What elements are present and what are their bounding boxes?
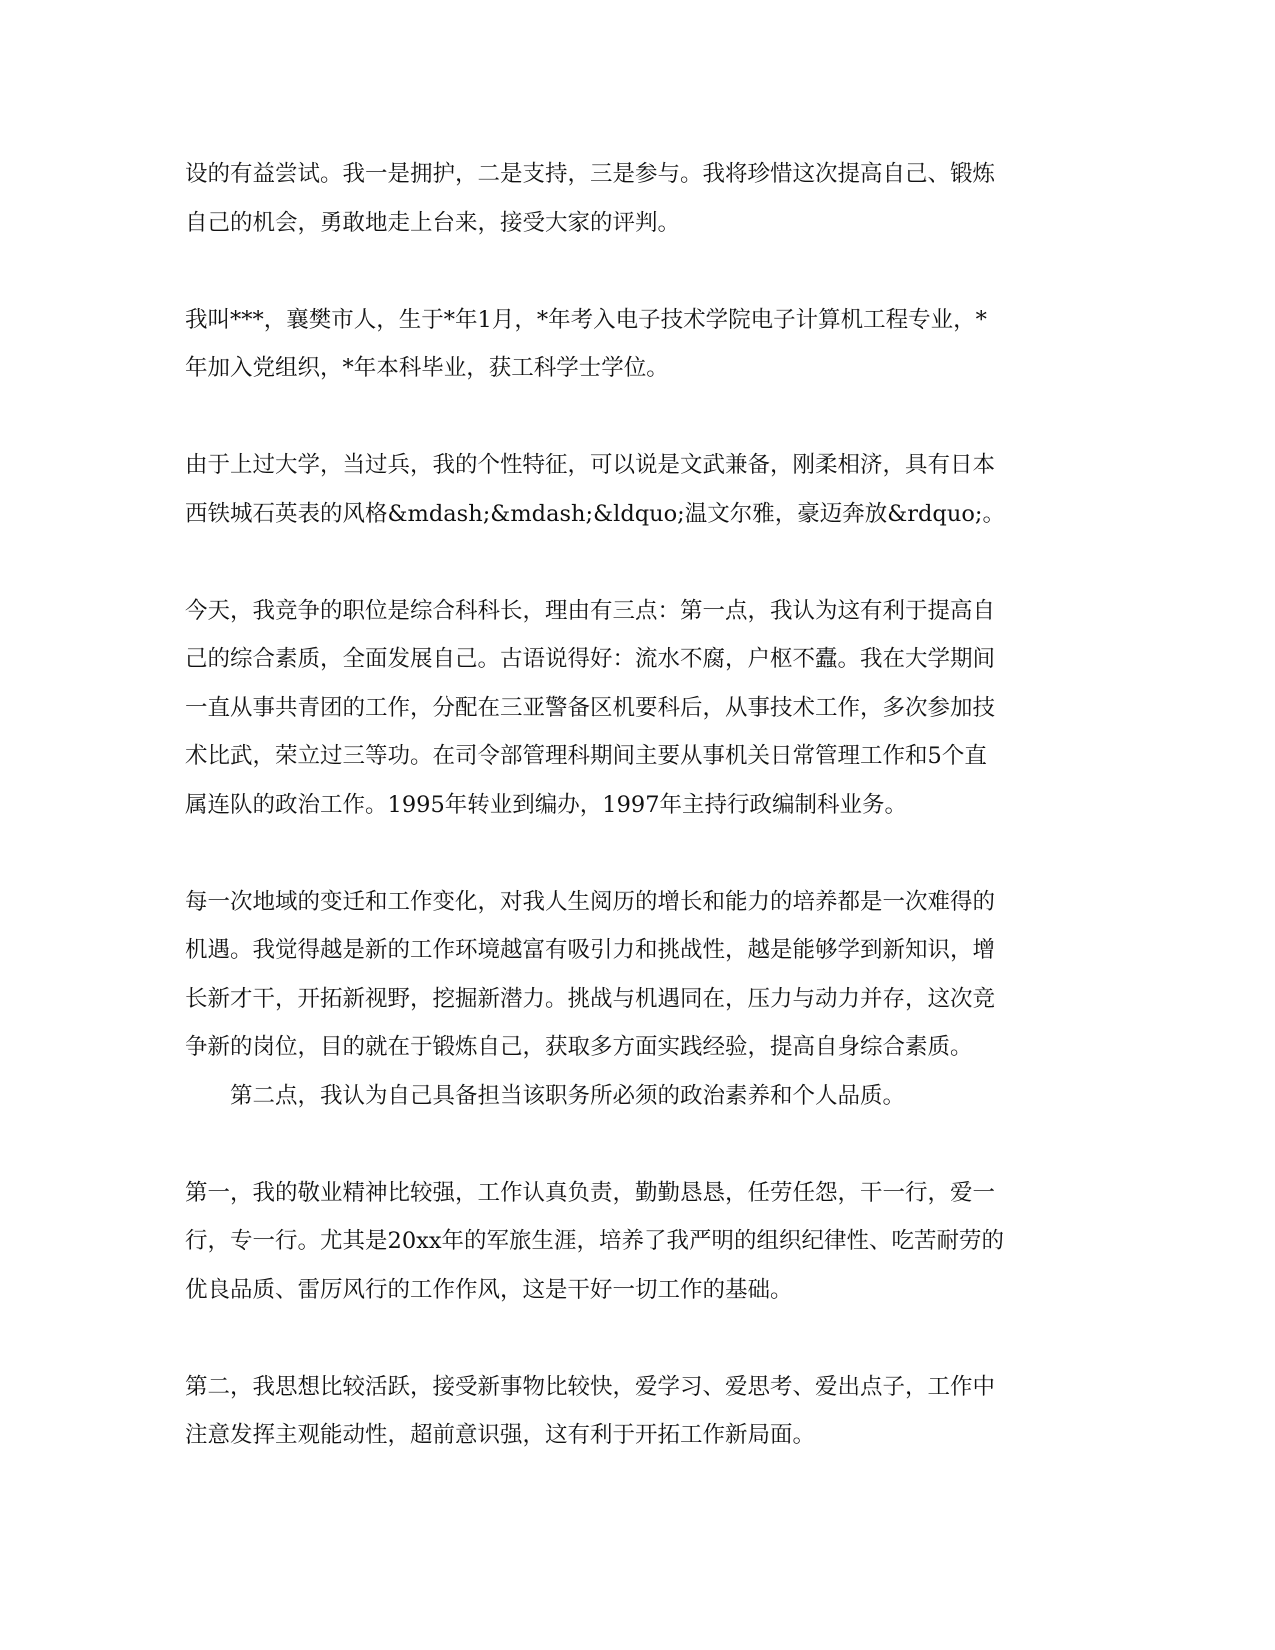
paragraph-line: 己的综合素质，全面发展自己。古语说得好：流水不腐，户枢不蠹。我在大学期间 [185, 646, 996, 672]
paragraph-line: 属连队的政治工作。1995年转业到编办，1997年主持行政编制科业务。 [185, 791, 908, 818]
paragraph-personality [185, 441, 1089, 538]
paragraph-line: 由于上过大学，当过兵，我的个性特征，可以说是文武兼备，刚柔相济，具有日本 [185, 452, 996, 478]
paragraph-first-reason [185, 587, 1089, 830]
paragraph-line: 西铁城石英表的风格&mdash;&mdash;&ldquo;温文尔雅，豪迈奔放&rdquo;。 [185, 500, 1005, 527]
paragraph-line: 我叫***，襄樊市人，生于*年1月，*年考入电子技术学院电子计算机工程专业，* [185, 306, 987, 333]
paragraph-line: 机遇。我觉得越是新的工作环境越富有吸引力和挑战性，越是能够学到新知识，增 [185, 937, 996, 963]
paragraph-line: 设的有益尝试。我一是拥护，二是支持，三是参与。我将珍惜这次提高自己、锻炼 [185, 161, 996, 187]
paragraph-active-thinking [185, 1363, 1089, 1460]
paragraph-line: 今天，我竞争的职位是综合科科长，理由有三点：第一点，我认为这有利于提高自 [185, 597, 996, 624]
paragraph-line: 第二点，我认为自己具备担当该职务所必须的政治素养和个人品质。 [230, 1082, 906, 1109]
paragraph-line: 优良品质、雷厉风行的工作作风，这是干好一切工作的基础。 [185, 1276, 793, 1303]
paragraph-line: 行，专一行。尤其是20xx年的军旅生涯，培养了我严明的组织纪律性、吃苦耐劳的 [185, 1228, 1005, 1254]
paragraph-intro-attitude [185, 150, 1089, 247]
paragraph-personal-info [185, 296, 1089, 393]
paragraph-line: 第一，我的敬业精神比较强，工作认真负责，勤勤恳恳，任劳任怨，干一行，爱一 [185, 1179, 996, 1206]
paragraph-line: 每一次地域的变迁和工作变化，对我人生阅历的增长和能力的培养都是一次难得的 [185, 888, 996, 915]
paragraph-line: 第二，我思想比较活跃，接受新事物比较快，爱学习、爱思考、爱出点子，工作中 [185, 1373, 996, 1400]
paragraph-line: 自己的机会，勇敢地走上台来，接受大家的评判。 [185, 209, 681, 236]
paragraph-line: 年加入党组织，*年本科毕业，获工科学士学位。 [185, 355, 669, 381]
document-body [185, 150, 1089, 1508]
paragraph-second-reason [185, 1072, 1089, 1121]
paragraph-dedication [185, 1169, 1089, 1315]
paragraph-line: 长新才干，开拓新视野，挖掘新潜力。挑战与机遇同在，压力与动力并存，这次竞 [185, 985, 996, 1012]
paragraph-opportunity [185, 878, 1089, 1072]
paragraph-line: 注意发挥主观能动性，超前意识强，这有利于开拓工作新局面。 [185, 1422, 816, 1448]
paragraph-line: 争新的岗位，目的就在于锻炼自己，获取多方面实践经验，提高自身综合素质。 [185, 1034, 973, 1060]
paragraph-line: 一直从事共青团的工作，分配在三亚警备区机要科后，从事技术工作，多次参加技 [185, 694, 996, 721]
paragraph-line: 术比武，荣立过三等功。在司令部管理科期间主要从事机关日常管理工作和5个直 [185, 743, 987, 769]
